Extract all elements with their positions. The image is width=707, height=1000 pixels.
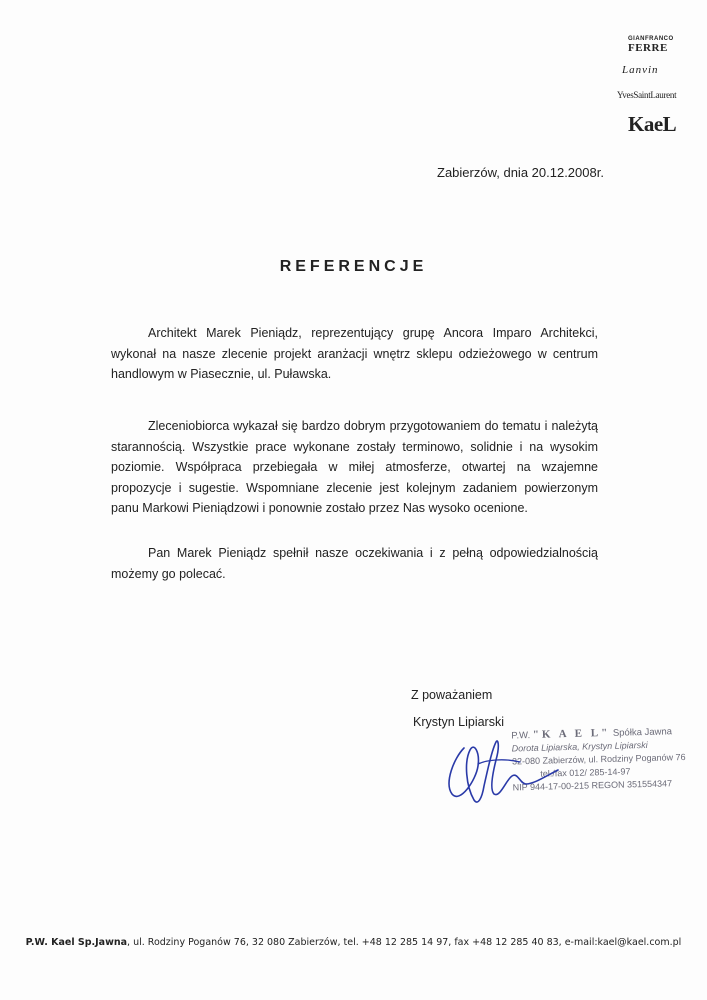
stamp-line-ids: NIP 944-17-00-215 REGON 351554347 bbox=[512, 778, 673, 793]
body-paragraph-3 bbox=[111, 543, 598, 584]
letter-date: Zabierzów, dnia 20.12.2008r. bbox=[437, 165, 604, 180]
stamp-line-phone: tel./fax 012/ 285-14-97 bbox=[540, 766, 631, 779]
stamp-line-owners: Dorota Lipiarska, Krystyn Lipiarski bbox=[511, 739, 648, 754]
closing-greeting: Z poważaniem bbox=[411, 688, 493, 702]
body-paragraph-1 bbox=[111, 323, 598, 385]
footer-contact: , ul. Rodziny Poganów 76, 32 080 Zabierzów, tel. +48 12 285 14 97, fax +48 12 285 40 83, e-mail:kael@kael.com.pl bbox=[127, 937, 682, 948]
handwritten-signature bbox=[434, 728, 564, 810]
stamp-line-address: 32-080 Zabierzów, ul. Rodziny Poganów 76 bbox=[511, 751, 686, 767]
letter-footer bbox=[0, 937, 707, 948]
footer-company: P.W. Kael Sp.Jawna bbox=[25, 937, 128, 948]
letter-title: REFERENCJE bbox=[279, 258, 428, 275]
body-paragraph-2 bbox=[111, 416, 598, 519]
stamp-company-name: "K A E L" bbox=[532, 726, 611, 741]
signer-name: Krystyn Lipiarski bbox=[413, 715, 504, 729]
ysl-logo: YvesSaintLaurent bbox=[617, 90, 677, 100]
stamp-suffix: Spółka Jawna bbox=[612, 726, 673, 739]
paragraph-text: Pan Marek Pieniądz spełnił nasze oczekiwania i z pełną odpowiedzialnością możemy go polecać. bbox=[111, 546, 598, 581]
paragraph-text: Zleceniobiorca wykazał się bardzo dobrym przygotowaniem do tematu i należytą starannością. Wszystkie prace wykonane zostały terminowo, solidnie i na wysokim poziomie. Współpraca przebiegała w miłej atmosferze, otwartej na wzajemne propozycje i sugestie. Wspomniane zlecenie jest kolejnym zadaniem powierzonym panu Markowi Pieniądzowi i ponownie zostało przez Nas wysoko ocenione. bbox=[111, 419, 598, 515]
lanvin-logo: Lanvin bbox=[622, 64, 659, 76]
stamp-prefix: P.W. bbox=[511, 730, 531, 742]
ferre-logo: FERRE bbox=[628, 42, 668, 54]
kael-logo: KaeL bbox=[628, 112, 677, 136]
ferre-logo-top: GIANFRANCO bbox=[628, 36, 674, 42]
paragraph-text: Architekt Marek Pieniądz, reprezentujący grupę Ancora Imparo Architekci, wykonał na nasze zlecenie projekt aranżacji wnętrz sklepu odzieżowego w centrum handlowym w Piasecznie, ul. Puławska. bbox=[111, 326, 598, 381]
